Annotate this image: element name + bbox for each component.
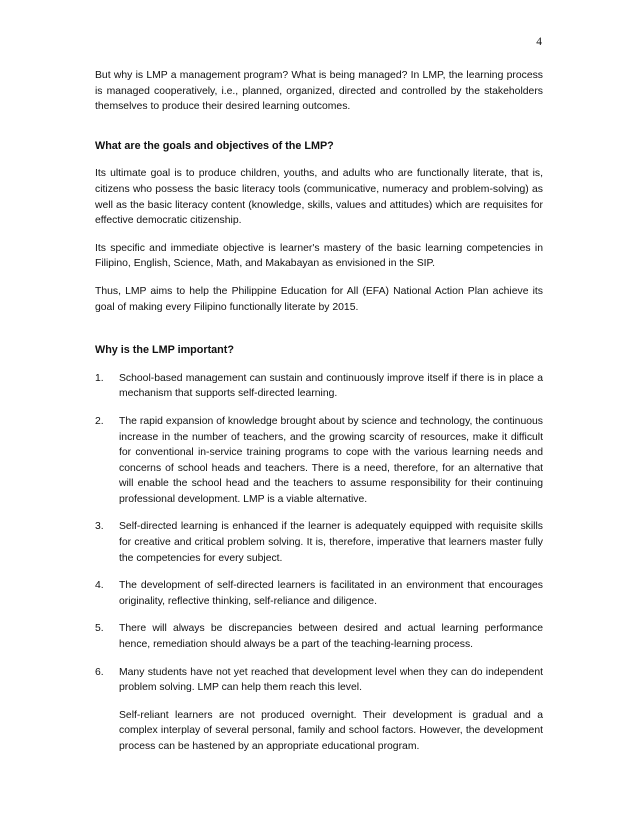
list-item-text: Many students have not yet reached that development level when they can do independent problem solving. LMP can help them reach this level. <box>119 666 543 694</box>
list-item <box>95 621 543 652</box>
section-heading-goals: What are the goals and objectives of the LMP? <box>95 139 334 152</box>
goals-paragraph-3: Thus, LMP aims to help the Philippine Education for All (EFA) National Action Plan achieve its goal of making every Filipino functionally literate by 2015. <box>95 285 543 313</box>
list-item-number: 4. <box>95 580 104 592</box>
list-item-text: School-based management can sustain and continuously improve itself if there is in place a mechanism that supports self-directed learning. <box>119 372 543 400</box>
list-item-text: There will always be discrepancies between desired and actual learning performance hence, remediation should always be a part of the teaching-learning process. <box>119 623 543 651</box>
list-item <box>95 414 543 508</box>
page-number: 4 <box>536 36 542 48</box>
list-item <box>95 578 543 609</box>
importance-list <box>95 371 543 755</box>
goals-paragraph-1: Its ultimate goal is to produce children, youths, and adults who are functionally literate, that is, citizens who possess the basic literacy tools (communicative, numeracy and problem-solving) as well as the basic literacy content (knowledge, skills, values and attitudes) which are requisites for effective democratic citizenship. <box>95 168 543 227</box>
list-item <box>95 371 543 402</box>
intro-paragraph: But why is LMP a management program? What is being managed? In LMP, the learning process is managed cooperatively, i.e., planned, organized, directed and controlled by the stakeholders themselves to produce their desired learning outcomes. <box>95 70 543 113</box>
list-item-number: 3. <box>95 521 104 533</box>
section-heading-importance: Why is the LMP important? <box>95 344 234 357</box>
list-item-followup-paragraph: Self-reliant learners are not produced overnight. Their development is gradual and a complex interplay of several personal, family and school factors. However, the development process can be hastened by an appropriate educational program. <box>119 709 543 752</box>
list-item-number: 2. <box>95 415 104 427</box>
list-item-text: Self-directed learning is enhanced if the learner is adequately equipped with requisite skills for creative and critical problem solving. It is, therefore, imperative that learners master fully the competencies for every subject. <box>119 521 543 564</box>
goals-paragraph-2: Its specific and immediate objective is learner's mastery of the basic learning competencies in Filipino, English, Science, Math, and Makabayan as envisioned in the SIP. <box>95 242 543 270</box>
list-item-number: 1. <box>95 372 104 384</box>
list-item-text: The development of self-directed learners is facilitated in an environment that encourages originality, reflective thinking, self-reliance and diligence. <box>119 580 543 607</box>
list-item <box>95 665 543 755</box>
list-item-number: 6. <box>95 666 104 678</box>
list-item-text: The rapid expansion of knowledge brought about by science and technology, the continuous increase in the number of teachers, and the growing scarcity of resources, make it difficult for conventional in-service training programs to cope with the various learning needs and concerns of school heads and teachers. There is a need, therefore, for an alternative that will enable the school head and the teachers to assume responsibility for their continuing professional development. LMP is a viable alternative. <box>119 415 543 505</box>
page-content <box>95 68 543 767</box>
list-item-number: 5. <box>95 623 104 635</box>
list-item <box>95 519 543 566</box>
